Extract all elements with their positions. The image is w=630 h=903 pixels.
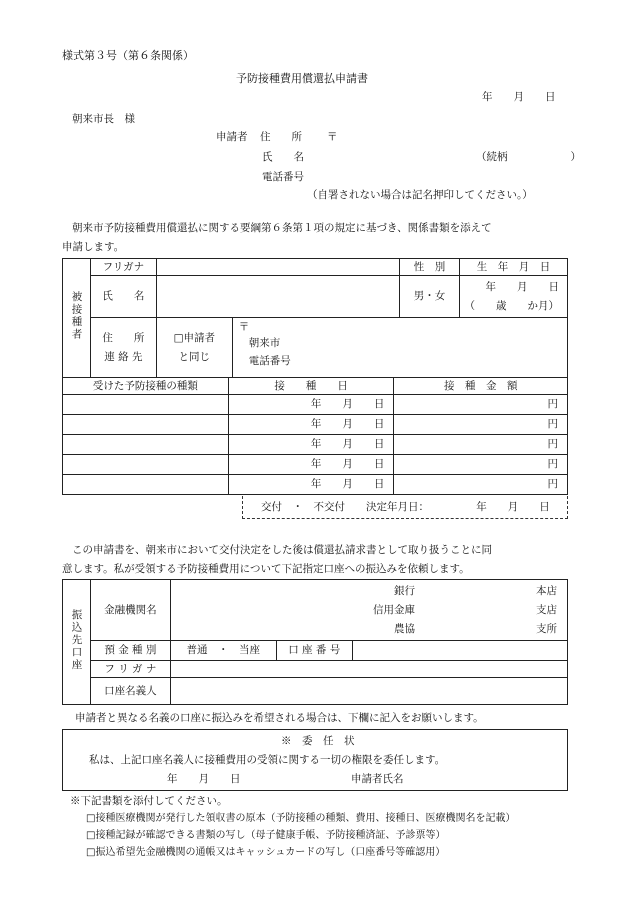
applicant-name-label: 氏 名 — [262, 151, 304, 163]
vaccine-date-header: 接 種 日 — [228, 378, 394, 395]
consent-line-1: この申請書を、朝来市において交付決定をした後は償還払請求書として取り扱うことに同 — [72, 544, 492, 556]
attachments-heading: ※下記書類を添付してください。 — [70, 795, 228, 807]
intro-line-1: 朝来市予防接種費用償還払に関する要綱第６条第１項の規定に基づき、関係書類を添えて — [72, 222, 492, 234]
vaccine-amount-field[interactable]: 円 — [394, 475, 568, 495]
delegation-box — [62, 729, 568, 791]
vaccine-amount-field[interactable]: 円 — [394, 395, 568, 415]
deposit-type-label: 預 金 種 別 — [90, 641, 170, 661]
bank-type-shinkin: 信用金庫 — [373, 604, 415, 616]
patient-phone: 電話番号 — [248, 355, 291, 368]
applicant-address-label: 住 所 — [260, 131, 302, 143]
signature-note: （自署されない場合は記名押印してください。） — [307, 189, 533, 201]
account-number-field[interactable] — [352, 641, 567, 661]
patient-name-label: 氏 名 — [90, 276, 156, 318]
branch-type-office: 支所 — [536, 623, 557, 635]
birth-value: 年 月 日 — [485, 280, 559, 293]
institution-field[interactable] — [170, 580, 567, 641]
vaccine-amount-field[interactable]: 円 — [394, 435, 568, 455]
decision-box[interactable] — [242, 496, 568, 519]
vaccine-amount-field[interactable]: 円 — [394, 415, 568, 435]
vaccine-date-field[interactable]: 年 月 日 — [228, 435, 394, 455]
same-as-applicant-checkbox[interactable]: □申請者 と同じ — [156, 318, 232, 378]
vaccine-date-field[interactable]: 年 月 日 — [228, 415, 394, 435]
account-holder-field[interactable] — [170, 678, 567, 705]
intro-line-2: 申請します。 — [62, 241, 125, 253]
vaccine-date-field[interactable]: 年 月 日 — [228, 475, 394, 495]
vaccination-row — [63, 455, 568, 475]
vaccination-row — [63, 395, 568, 415]
bank-table — [62, 579, 568, 705]
vaccine-type-field[interactable] — [63, 395, 229, 415]
patient-table — [62, 258, 568, 378]
vaccine-type-field[interactable] — [63, 455, 229, 475]
vaccine-amount-header: 接 種 金 額 — [394, 378, 568, 395]
branch-type-branch: 支店 — [536, 604, 557, 616]
patient-address-field[interactable] — [232, 318, 567, 378]
holder-furigana-label: フ リ ガ ナ — [90, 661, 170, 678]
patient-postal-mark: 〒 — [238, 321, 250, 333]
vaccine-date-field[interactable]: 年 月 日 — [228, 395, 394, 415]
vaccine-amount-field[interactable]: 円 — [394, 455, 568, 475]
patient-name-field[interactable] — [156, 276, 399, 318]
delegation-date[interactable]: 年 月 日 — [167, 773, 241, 785]
institution-label: 金融機関名 — [90, 580, 170, 641]
attachment-item-record[interactable]: □接種記録が確認できる書類の写し（母子健康手帳、予防接種済証、予診票等） — [86, 830, 446, 841]
bank-section-label: 振込先口座 — [63, 580, 91, 705]
birth-header: 生 年 月 日 — [459, 259, 567, 276]
account-holder-label: 口座名義人 — [90, 678, 170, 705]
patient-furigana-label: フリガナ — [90, 259, 156, 276]
delegation-note: 申請者と異なる名義の口座に振込みを希望される場合は、下欄に記入をお願いします。 — [75, 712, 484, 724]
bank-type-bank: 銀行 — [394, 585, 415, 597]
applicant-relation: （続柄 ） — [476, 151, 581, 163]
delegation-text: 私は、上記口座名義人に接種費用の受領に関する一切の権限を委任します。 — [89, 754, 446, 766]
page-title: 予防接種費用償還払申請書 — [236, 72, 368, 85]
applicant-label: 申請者 — [216, 131, 248, 143]
form-number: 様式第３号（第６条関係） — [62, 49, 194, 62]
patient-city: 朝来市 — [248, 337, 281, 350]
vaccine-date-field[interactable]: 年 月 日 — [228, 455, 394, 475]
holder-furigana-field[interactable] — [170, 661, 567, 678]
birth-field[interactable] — [459, 276, 567, 318]
date-line: 年 月 日 — [482, 91, 556, 103]
delegation-title: ※ 委 任 状 — [281, 735, 355, 747]
attachment-item-receipt[interactable]: □接種医療機関が発行した領収書の原本（予防接種の種類、費用、接種日、医療機関名を記載） — [86, 813, 516, 824]
vaccine-type-field[interactable] — [63, 415, 229, 435]
gender-options[interactable]: 男・女 — [400, 276, 460, 318]
account-number-label: 口 座 番 号 — [276, 641, 352, 661]
decision-text: 交付 ・ 不交付 決定年月日： 年 月 日 — [261, 501, 550, 513]
vaccination-table — [62, 377, 568, 495]
vaccine-type-field[interactable] — [63, 435, 229, 455]
patient-address-label: 住 所 連 絡 先 — [90, 318, 156, 378]
deposit-type-options[interactable]: 普通 ・ 当座 — [170, 641, 276, 661]
patient-section-label: 被接種者 — [63, 259, 91, 378]
applicant-postal-mark: 〒 — [327, 131, 338, 143]
vaccination-row — [63, 415, 568, 435]
addressee: 朝来市長 様 — [72, 113, 135, 125]
vaccine-type-header: 受けた予防接種の種類 — [63, 378, 229, 395]
gender-header: 性 別 — [400, 259, 460, 276]
vaccination-row — [63, 475, 568, 495]
vaccine-type-field[interactable] — [63, 475, 229, 495]
patient-furigana-field[interactable] — [156, 259, 399, 276]
bank-type-nokyo: 農協 — [394, 623, 415, 635]
consent-line-2: 意します。私が受領する予防接種費用について下記指定口座への振込みを依頼します。 — [62, 563, 470, 575]
branch-type-main: 本店 — [536, 585, 557, 597]
vaccination-row — [63, 435, 568, 455]
attachment-item-bankbook[interactable]: □振込希望先金融機関の通帳又はキャッシュカードの写し（口座番号等確認用） — [86, 847, 446, 858]
delegation-signer-label: 申請者氏名 — [351, 773, 404, 785]
age-value: （ 歳 か月） — [464, 300, 559, 312]
applicant-phone-label: 電話番号 — [262, 171, 304, 183]
